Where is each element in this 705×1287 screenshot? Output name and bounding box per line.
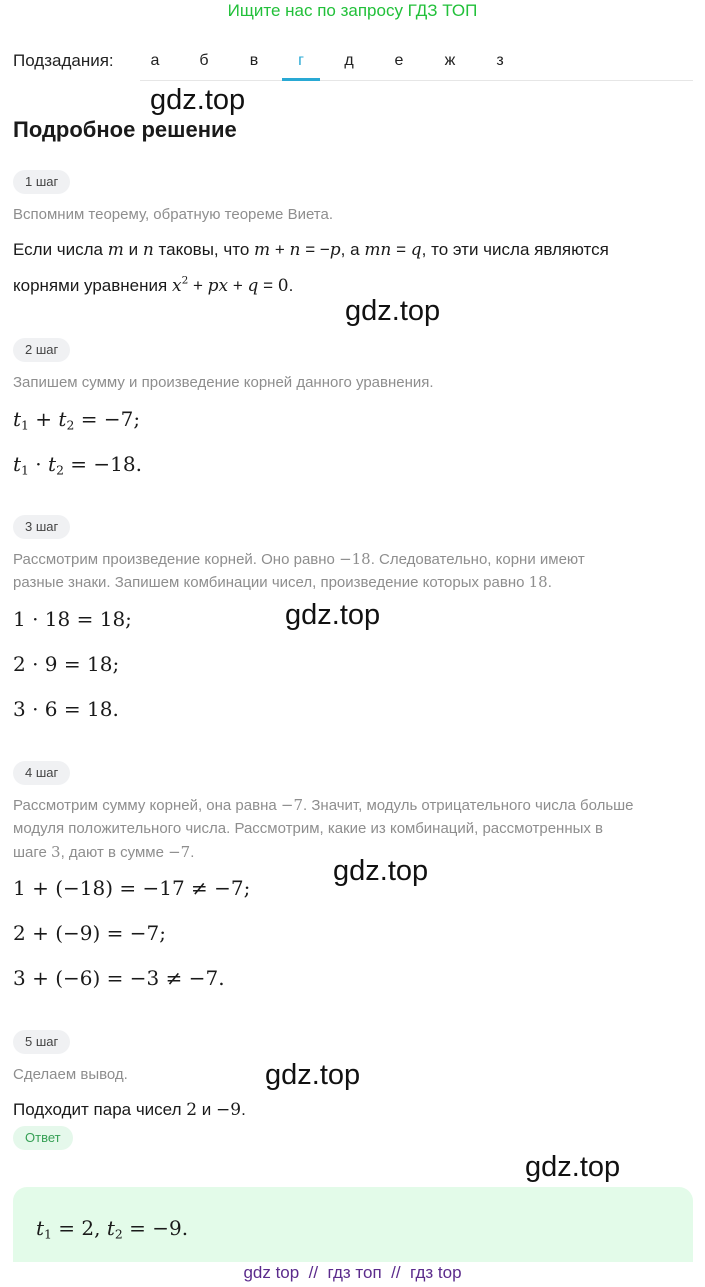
step-badge: 1 шаг bbox=[13, 170, 70, 194]
subtasks-label: Подзадания: bbox=[13, 51, 114, 70]
step-badge: 5 шаг bbox=[13, 1030, 70, 1054]
step-text: Подходит пара чисел 2 и −9. bbox=[13, 1100, 246, 1120]
answer-badge: Ответ bbox=[13, 1126, 73, 1150]
search-banner: Ищите нас по запросу ГДЗ ТОП bbox=[227, 1, 478, 20]
step-hint: Запишем сумму и произведение корней данного уравнения. bbox=[13, 374, 434, 391]
step-hint: Рассмотрим сумму корней, она равна −7. Значит, модуль отрицательного числа больше bbox=[13, 796, 634, 814]
tab-a[interactable]: а bbox=[150, 52, 160, 69]
watermark: gdz.top bbox=[345, 295, 441, 327]
step-hint: Сделаем вывод. bbox=[13, 1066, 128, 1083]
tab-d[interactable]: д bbox=[344, 52, 354, 69]
tab-zh[interactable]: ж bbox=[444, 52, 456, 69]
step-hint: шаге 3, дают в сумме −7. bbox=[13, 843, 195, 861]
tab-b[interactable]: б bbox=[199, 52, 209, 69]
step-badge: 3 шаг bbox=[13, 515, 70, 539]
page-title: Подробное решение bbox=[13, 117, 237, 142]
step-hint: Вспомним теорему, обратную теореме Виета. bbox=[13, 206, 334, 223]
answer-box bbox=[13, 1187, 693, 1262]
step-hint: модуля положительного числа. Рассмотрим, какие из комбинаций, рассмотренных в bbox=[13, 820, 604, 837]
formula: 1 · 18 = 18; bbox=[13, 607, 132, 631]
formula: 1 + (−18) = −17 ≠ −7; bbox=[13, 876, 251, 900]
formula: 3 · 6 = 18. bbox=[13, 697, 119, 721]
formula: 2 + (−9) = −7; bbox=[13, 921, 166, 945]
tab-v[interactable]: в bbox=[249, 52, 259, 69]
watermark: gdz.top bbox=[525, 1151, 621, 1183]
subtask-tabs bbox=[140, 42, 693, 81]
answer-formula: $t_1 = 2$, $t_2 = -9$. bbox=[36, 1216, 189, 1242]
step-text: корнями уравнения $x^2$ + px + q = 0. bbox=[13, 274, 294, 296]
watermark: gdz.top bbox=[333, 855, 429, 887]
tab-g[interactable]: г bbox=[298, 52, 304, 69]
active-tab-indicator bbox=[282, 78, 320, 81]
formula: 2 · 9 = 18; bbox=[13, 652, 120, 676]
step-badge: 4 шаг bbox=[13, 761, 70, 785]
step-text: Если числа m и n таковы, что m + n = −p, а mn = q, то эти числа являются bbox=[13, 240, 609, 260]
tab-e[interactable]: е bbox=[394, 52, 404, 69]
step-hint: Рассмотрим произведение корней. Оно равно −18. Следовательно, корни имеют bbox=[13, 550, 585, 568]
watermark: gdz.top bbox=[150, 84, 246, 116]
formula: $t_1 \cdot t_2 = -18$. bbox=[13, 452, 142, 478]
step-hint: разные знаки. Запишем комбинации чисел, произведение которых равно 18. bbox=[13, 573, 552, 591]
watermark: gdz.top bbox=[265, 1059, 361, 1091]
formula: $t_1 + t_2 = -7$; bbox=[13, 407, 141, 433]
step-badge: 2 шаг bbox=[13, 338, 70, 362]
formula: 3 + (−6) = −3 ≠ −7. bbox=[13, 966, 225, 990]
watermark: gdz.top bbox=[285, 599, 381, 631]
tab-z[interactable]: з bbox=[496, 52, 504, 69]
footer-links[interactable]: gdz top // гдз топ // гдз top bbox=[243, 1263, 462, 1282]
